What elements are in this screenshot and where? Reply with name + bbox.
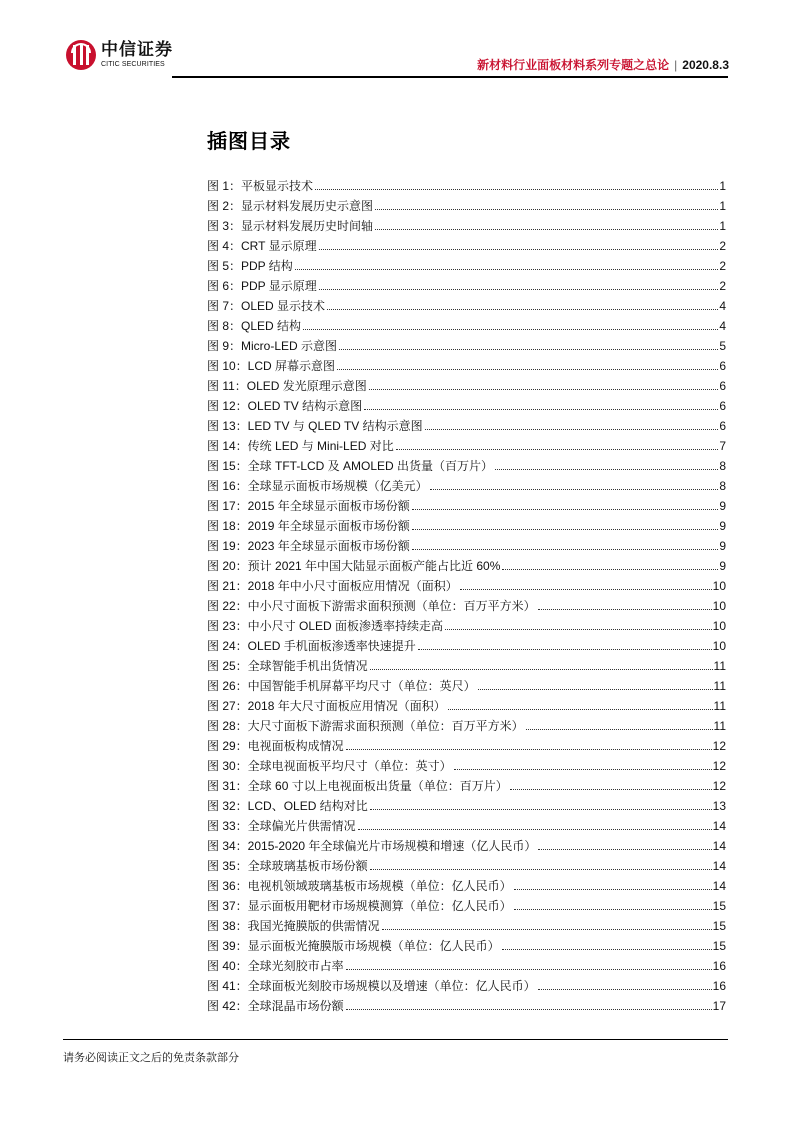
toc-entry[interactable] [207,617,726,637]
toc-entry-page: 2 [719,239,726,253]
toc-entry-label: 图 33：全球偏光片供需情况 [207,819,356,833]
toc-dot-leader [396,448,719,450]
toc-entry-label: 图 7：OLED 显示技术 [207,299,326,313]
toc-entry[interactable] [207,917,726,937]
toc-dot-leader [460,588,712,590]
toc-entry-label: 图 12：OLED TV 结构示意图 [207,399,363,413]
toc-dot-leader [346,968,712,970]
toc-entry[interactable] [207,217,726,237]
toc-entry[interactable] [207,457,726,477]
toc-entry[interactable] [207,597,726,617]
toc-entry[interactable] [207,817,726,837]
toc-entry-label: 图 17：2015 年全球显示面板市场份额 [207,499,410,513]
citic-logo [66,40,173,70]
toc-dot-leader [412,548,719,550]
toc-dot-leader [430,488,719,490]
toc-dot-leader [538,848,711,850]
toc-entry-page: 7 [719,439,726,453]
toc-entry[interactable] [207,897,726,917]
toc-dot-leader [514,888,712,890]
toc-dot-leader [502,568,718,570]
toc-entry[interactable] [207,717,726,737]
toc-dot-leader [319,288,719,290]
toc-dot-leader [412,528,719,530]
toc-entry-label: 图 4：CRT 显示原理 [207,239,317,253]
toc-dot-leader [425,428,719,430]
logo-chinese-name: 中信证券 [101,40,173,60]
toc-entry-label: 图 42：全球混晶市场份额 [207,999,344,1013]
report-date: 2020.8.3 [682,57,729,72]
logo-english-name: CITIC SECURITIES [101,61,165,68]
toc-entry[interactable] [207,957,726,977]
toc-entry-label: 图 10：LCD 屏幕示意图 [207,359,336,373]
toc-entry-page: 14 [712,839,726,853]
toc-entry-page: 11 [713,679,726,693]
toc-entry-label: 图 21：2018 年中小尺寸面板应用情况（面积） [207,579,458,593]
toc-entry-label: 图 14：传统 LED 与 Mini-LED 对比 [207,439,394,453]
toc-entry-page: 12 [712,779,726,793]
toc-entry-label: 图 8：QLED 结构 [207,319,302,333]
header-separator: | [674,57,678,72]
toc-dot-leader [327,308,718,310]
toc-entry-label: 图 26：中国智能手机屏幕平均尺寸（单位：英尺） [207,679,476,693]
toc-entry[interactable] [207,337,726,357]
toc-entry[interactable] [207,357,726,377]
toc-entry-page: 6 [719,379,726,393]
toc-entry-page: 14 [712,859,726,873]
toc-entry[interactable] [207,557,726,577]
toc-entry[interactable] [207,517,726,537]
citic-logo-icon [66,40,96,70]
toc-entry-label: 图 32：LCD、OLED 结构对比 [207,799,368,813]
toc-entry[interactable] [207,477,726,497]
toc-entry[interactable] [207,937,726,957]
toc-entry[interactable] [207,377,726,397]
toc-entry-page: 12 [712,739,726,753]
toc-dot-leader [454,768,712,770]
toc-entry[interactable] [207,697,726,717]
toc-entry-label: 图 24：OLED 手机面板渗透率快速提升 [207,639,416,653]
toc-dot-leader [538,608,712,610]
toc-entry-page: 1 [719,179,726,193]
toc-entry-label: 图 18：2019 年全球显示面板市场份额 [207,519,410,533]
toc-entry-label: 图 28：大尺寸面板下游需求面积预测（单位：百万平方米） [207,719,524,733]
toc-entry-page: 9 [719,519,726,533]
toc-entry-page: 6 [719,399,726,413]
toc-dot-leader [358,828,712,830]
toc-entry-label: 图 2：显示材料发展历史示意图 [207,199,374,213]
toc-entry[interactable] [207,497,726,517]
toc-dot-leader [295,268,719,270]
toc-entry-page: 10 [712,599,726,613]
toc-entry-page: 8 [719,479,726,493]
toc-entry-page: 6 [719,359,726,373]
toc-entry[interactable] [207,197,726,217]
toc-entry-page: 14 [712,819,726,833]
toc-entry-page: 10 [712,579,726,593]
toc-dot-leader [495,468,718,470]
toc-dot-leader [538,988,712,990]
toc-entry-page: 9 [719,499,726,513]
page-header [0,0,793,80]
toc-entry-page: 16 [712,959,726,973]
toc-dot-leader [346,748,712,750]
toc-entry[interactable] [207,637,726,657]
toc-dot-leader [339,348,718,350]
toc-entry-label: 图 40：全球光刻胶市占率 [207,959,344,973]
toc-entry-page: 8 [719,459,726,473]
toc-entry-label: 图 15：全球 TFT-LCD 及 AMOLED 出货量（百万片） [207,459,494,473]
toc-entry-label: 图 5：PDP 结构 [207,259,293,273]
toc-entry[interactable] [207,857,726,877]
toc-entry[interactable] [207,997,726,1017]
toc-entry[interactable] [207,657,726,677]
toc-dot-leader [514,908,712,910]
toc-entry-page: 9 [719,539,726,553]
toc-entry-page: 4 [719,299,726,313]
toc-entry-label: 图 30：全球电视面板平均尺寸（单位：英寸） [207,759,452,773]
toc-entry-page: 6 [719,419,726,433]
toc-entry-label: 图 22：中小尺寸面板下游需求面积预测（单位：百万平方米） [207,599,536,613]
toc-entry-label: 图 37：显示面板用靶材市场规模测算（单位：亿人民币） [207,899,512,913]
toc-dot-leader [382,928,712,930]
footer-divider [63,1039,728,1040]
toc-entry-page: 17 [712,999,726,1013]
toc-entry[interactable] [207,837,726,857]
toc-dot-leader [364,408,718,410]
toc-dot-leader [303,328,718,330]
toc-entry-label: 图 31：全球 60 寸以上电视面板出货量（单位：百万片） [207,779,508,793]
toc-entry[interactable] [207,257,726,277]
toc-dot-leader [369,388,719,390]
toc-entry-page: 15 [712,939,726,953]
toc-dot-leader [418,648,712,650]
toc-entry[interactable] [207,977,726,997]
toc-entry-page: 12 [712,759,726,773]
toc-dot-leader [370,868,712,870]
toc-entry-label: 图 41：全球面板光刻胶市场规模以及增速（单位：亿人民币） [207,979,536,993]
toc-entry-label: 图 3：显示材料发展历史时间轴 [207,219,374,233]
toc-entry-page: 16 [712,979,726,993]
toc-entry-page: 1 [719,199,726,213]
toc-entry-label: 图 19：2023 年全球显示面板市场份额 [207,539,410,553]
toc-entry-label: 图 36：电视机领域玻璃基板市场规模（单位：亿人民币） [207,879,512,893]
toc-entry-label: 图 13：LED TV 与 QLED TV 结构示意图 [207,419,423,433]
toc-entry-page: 13 [712,799,726,813]
toc-entry[interactable] [207,797,726,817]
toc-title: 插图目录 [207,131,291,153]
toc-entry[interactable] [207,877,726,897]
toc-dot-leader [375,208,718,210]
toc-entry[interactable] [207,757,726,777]
report-header-title [477,56,729,73]
toc-entry-label: 图 27：2018 年大尺寸面板应用情况（面积） [207,699,446,713]
toc-entry[interactable] [207,297,726,317]
toc-entry-page: 14 [712,879,726,893]
header-divider [172,76,728,78]
toc-entry[interactable] [207,437,726,457]
toc-entry-label: 图 9：Micro-LED 示意图 [207,339,338,353]
toc-entry[interactable] [207,277,726,297]
toc-entry-label: 图 39：显示面板光掩膜版市场规模（单位：亿人民币） [207,939,500,953]
toc-dot-leader [510,788,712,790]
toc-entry-page: 11 [713,719,726,733]
toc-entry-page: 10 [712,639,726,653]
toc-dot-leader [370,668,713,670]
toc-entry-page: 2 [719,259,726,273]
toc-entry-label: 图 25：全球智能手机出货情况 [207,659,368,673]
toc-entry[interactable] [207,737,726,757]
footer-disclaimer: 请务必阅读正文之后的免责条款部分 [63,1052,239,1064]
toc-entry[interactable] [207,237,726,257]
toc-entry-label: 图 23：中小尺寸 OLED 面板渗透率持续走高 [207,619,444,633]
toc-entry[interactable] [207,777,726,797]
toc-entry-label: 图 1：平板显示技术 [207,179,314,193]
toc-entry-page: 9 [719,559,726,573]
toc-entry-page: 5 [719,339,726,353]
toc-entry-page: 2 [719,279,726,293]
toc-entry-page: 1 [719,219,726,233]
toc-entry-page: 11 [713,659,726,673]
toc-dot-leader [478,688,713,690]
toc-entry[interactable] [207,177,726,197]
toc-entry[interactable] [207,537,726,557]
toc-entry-page: 15 [712,899,726,913]
toc-entry[interactable] [207,397,726,417]
toc-entry-label: 图 16：全球显示面板市场规模（亿美元） [207,479,428,493]
toc-entry[interactable] [207,417,726,437]
toc-dot-leader [375,228,718,230]
toc-entry-label: 图 11：OLED 发光原理示意图 [207,379,367,393]
toc-entry-label: 图 29：电视面板构成情况 [207,739,344,753]
toc-dot-leader [412,508,719,510]
toc-dot-leader [315,188,718,190]
toc-entry-page: 11 [713,699,726,713]
report-title: 新材料行业面板材料系列专题之总论 [477,58,670,72]
toc-entry[interactable] [207,677,726,697]
toc-entry-page: 4 [719,319,726,333]
toc-entry[interactable] [207,317,726,337]
toc-entry-label: 图 6：PDP 显示原理 [207,279,317,293]
toc-dot-leader [346,1008,712,1010]
toc-entry-page: 15 [712,919,726,933]
toc-dot-leader [370,808,712,810]
toc-dot-leader [445,628,712,630]
toc-entry-label: 图 35：全球玻璃基板市场份额 [207,859,368,873]
toc-dot-leader [502,948,712,950]
toc-dot-leader [319,248,719,250]
toc-dot-leader [526,728,713,730]
toc-entry[interactable] [207,577,726,597]
toc-entry-label: 图 20：预计 2021 年中国大陆显示面板产能占比近 60% [207,559,501,573]
table-of-figures [207,177,726,1017]
toc-dot-leader [337,368,718,370]
toc-entry-label: 图 34：2015-2020 年全球偏光片市场规模和增速（亿人民币） [207,839,537,853]
toc-entry-label: 图 38：我国光掩膜版的供需情况 [207,919,380,933]
toc-entry-page: 10 [712,619,726,633]
toc-dot-leader [448,708,713,710]
